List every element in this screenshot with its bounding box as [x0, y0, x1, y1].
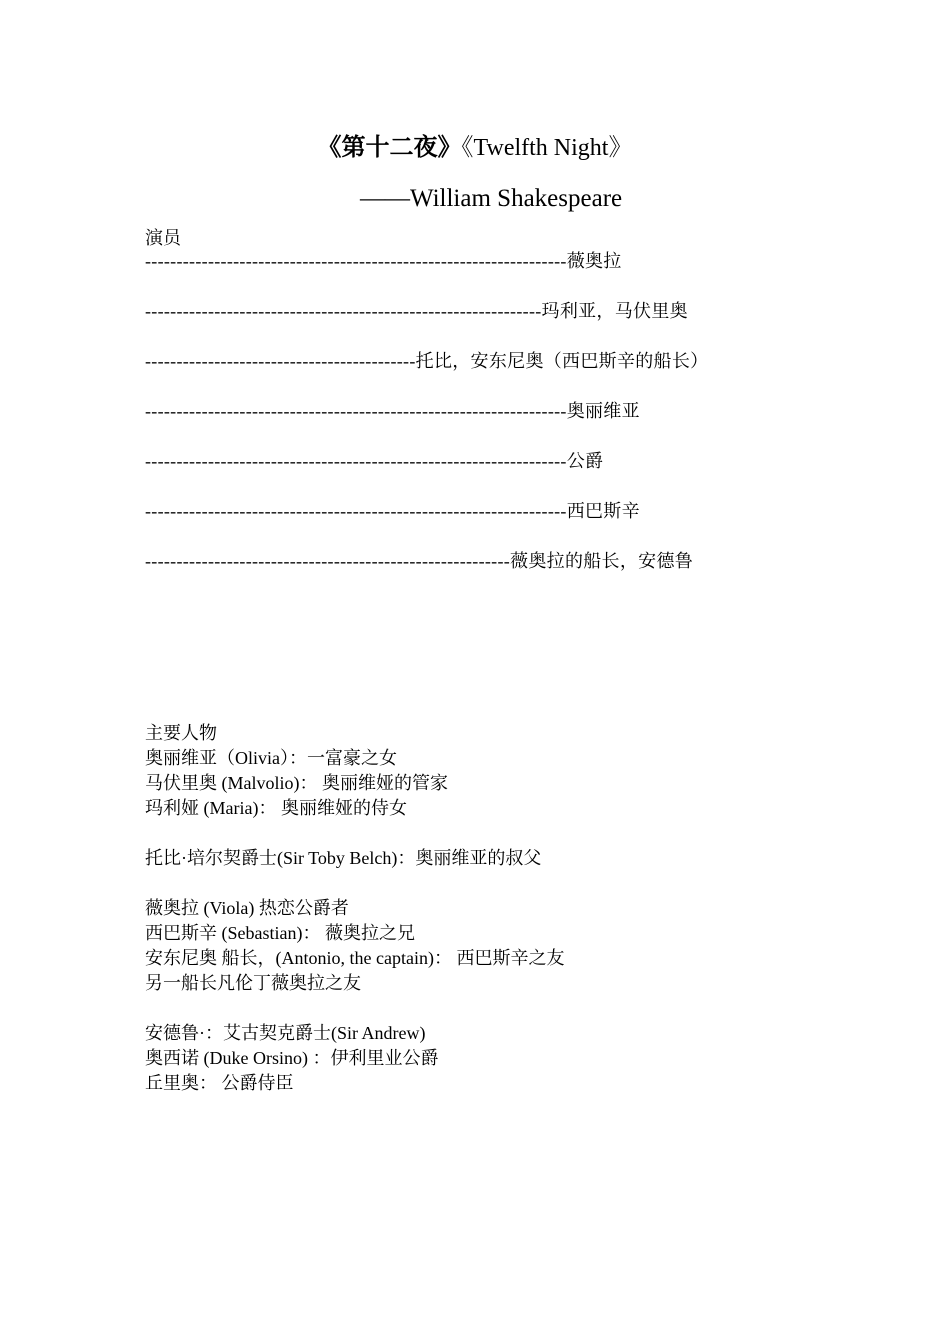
- author-line: ——William Shakespeare: [360, 185, 623, 212]
- cast-list: [145, 249, 845, 599]
- character-entry: 奥丽维亚（Olivia）：一富豪之女: [145, 748, 397, 768]
- paragraph-gap: [145, 871, 845, 896]
- document-title: [0, 132, 950, 164]
- character-entry: 托比·培尔契爵士(Sir Toby Belch)：奥丽维亚的叔父: [145, 848, 542, 868]
- cast-line: -------------------------------------------------------------------奥丽维亚: [145, 401, 640, 421]
- character-entry: 安德鲁·：艾古契克爵士(Sir Andrew): [145, 1023, 426, 1043]
- title-chinese: 《第十二夜》: [317, 135, 462, 161]
- characters-section: [145, 721, 845, 1096]
- cast-line: -------------------------------------------------------------------公爵: [145, 451, 604, 471]
- character-entry: 安东尼奥 船长，(Antonio, the captain)： 西巴斯辛之友: [145, 948, 565, 968]
- cast-line: -------------------------------------------------------------------薇奥拉: [145, 251, 622, 271]
- character-entry: 薇奥拉 (Viola) 热恋公爵者: [145, 898, 349, 918]
- paragraph-gap: [145, 996, 845, 1021]
- character-entry: 奥西诺 (Duke Orsino) ：伊利里业公爵: [145, 1048, 439, 1068]
- character-entry: 玛利娅 (Maria)： 奥丽维娅的侍女: [145, 798, 407, 818]
- paragraph-gap: [145, 821, 845, 846]
- character-entry: 马伏里奥 (Malvolio)： 奥丽维娅的管家: [145, 773, 448, 793]
- characters-heading: 主要人物: [145, 723, 217, 743]
- title-english: 《Twelfth Night》: [461, 135, 633, 161]
- character-entry: 西巴斯辛 (Sebastian)： 薇奥拉之兄: [145, 923, 415, 943]
- cast-line: ---------------------------------------------------------------玛利亚，马伏里奥: [145, 301, 688, 321]
- cast-line: -------------------------------------------------------------------西巴斯辛: [145, 501, 640, 521]
- character-entry: 丘里奥： 公爵侍臣: [145, 1073, 294, 1093]
- cast-heading: 演员: [145, 228, 181, 248]
- character-entry: 另一船长凡伦丁薇奥拉之友: [145, 973, 361, 993]
- cast-line: ----------------------------------------------------------薇奥拉的船长，安德鲁: [145, 551, 694, 571]
- cast-line: -------------------------------------------托比，安东尼奥（西巴斯辛的船长）: [145, 351, 709, 371]
